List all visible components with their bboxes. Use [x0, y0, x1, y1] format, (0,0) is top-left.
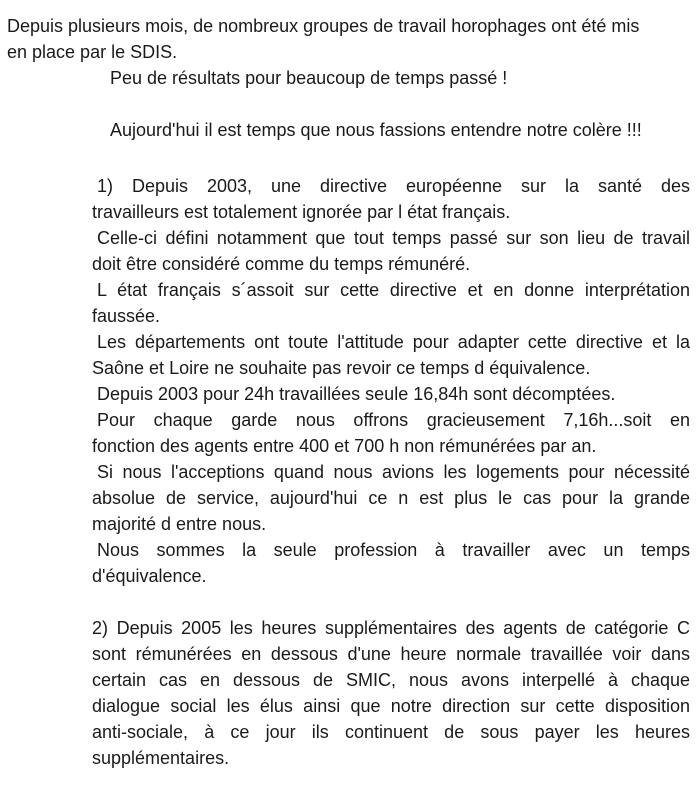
text-line: Les départements ont toute l'attitude pour adapter cette directive et la — [97, 332, 690, 352]
paragraph-garde-offerte — [92, 407, 690, 459]
text-line: 2) Depuis 2005 les heures supplémentaires des agents de catégorie C — [92, 618, 690, 638]
text-line: anti-sociale, à ce jour ils continuent de sous payer les heures — [92, 722, 690, 742]
text-line: Pour chaque garde nous offrons gracieusement 7,16h...soit en — [97, 410, 690, 430]
intro-results-line: Peu de résultats pour beaucoup de temps passé ! — [110, 68, 508, 88]
text-line: Nous sommes la seule profession à travailler avec un temps — [97, 540, 690, 560]
text-line: 1) Depuis 2003, une directive européenne sur la santé des — [97, 176, 690, 196]
text-line: d'équivalence. — [92, 566, 207, 586]
paragraph-temps-remunere — [92, 225, 690, 277]
text-line: Depuis plusieurs mois, de nombreux groupes de travail horophages ont été mis — [7, 16, 640, 36]
intro-opening-paragraph — [7, 13, 690, 65]
text-line: Depuis 2003 pour 24h travaillées seule 16,84h sont décomptées. — [97, 384, 616, 404]
paragraph-departements — [92, 329, 690, 381]
intro-anger-line: Aujourd'hui il est temps que nous fassions entendre notre colère !!! — [110, 120, 642, 140]
text-line: fonction des agents entre 400 et 700 h non rémunérées par an. — [92, 436, 597, 456]
text-line: majorité d entre nous. — [92, 514, 267, 534]
text-line: doit être considéré comme du temps rémunéré. — [92, 254, 471, 274]
section-one — [0, 173, 700, 589]
text-line: absolue de service, aujourd'hui ce n est plus le cas pour la grande — [92, 488, 690, 508]
text-line: Si nous l'acceptions quand nous avions les logements pour nécessité — [97, 462, 690, 482]
text-line: en place par le SDIS. — [7, 42, 178, 62]
text-line: certain cas en dessous de SMIC, nous avons interpellé à chaque — [92, 670, 690, 690]
paragraph-logements — [92, 459, 690, 537]
paragraph-temps-equivalence — [92, 537, 690, 589]
paragraph-etat-assoit — [92, 277, 690, 329]
paragraph-directive-2003 — [92, 173, 690, 225]
text-line: faussée. — [92, 306, 161, 326]
text-line: sont rémunérées en dessous d'une heure normale travaillée voir dans — [92, 644, 690, 664]
paragraph-heures-supplementaires — [92, 615, 690, 771]
section-two — [0, 615, 700, 771]
text-line: travailleurs est totalement ignorée par l état français. — [92, 202, 511, 222]
text-line: dialogue social les élus ainsi que notre direction sur cette disposition — [92, 696, 690, 716]
letter-page — [0, 13, 700, 807]
text-line: L état français s´assoit sur cette directive et en donne interprétation — [97, 280, 690, 300]
paragraph-heures-decomptees — [92, 381, 690, 407]
text-line: Saône et Loire ne souhaite pas revoir ce temps d équivalence. — [92, 358, 591, 378]
text-line: Celle-ci défini notamment que tout temps passé sur son lieu de travail — [97, 228, 690, 248]
text-line: supplémentaires. — [92, 748, 230, 768]
